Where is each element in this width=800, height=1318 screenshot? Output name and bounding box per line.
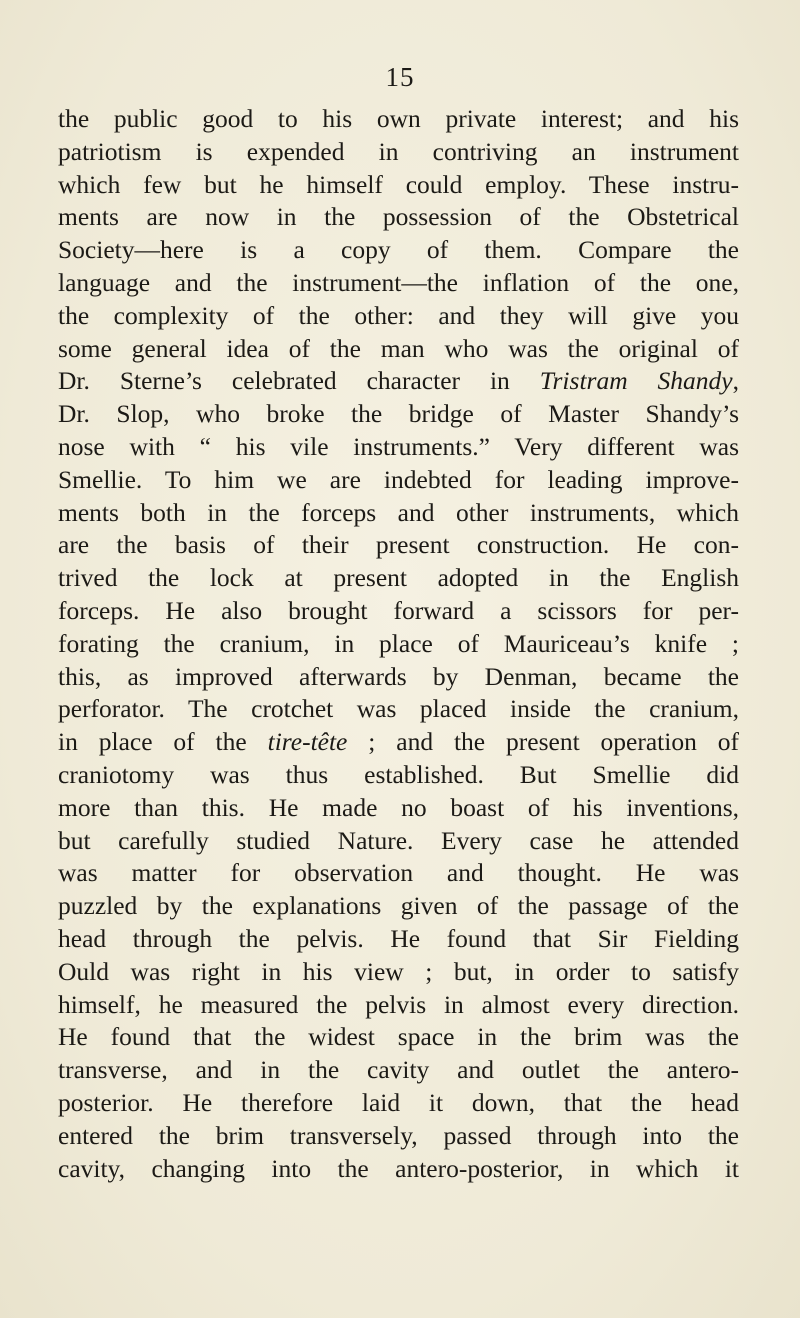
text-line	[58, 562, 739, 595]
text-line	[58, 989, 739, 1022]
text-segment: was matter for observation and thought. He was	[58, 858, 739, 888]
text-line	[58, 234, 739, 267]
text-segment: in place of the	[58, 727, 268, 757]
text-line	[58, 333, 739, 366]
text-segment: puzzled by the explanations given of the passage of the	[58, 891, 739, 921]
text-line	[58, 464, 739, 497]
text-line	[58, 923, 739, 956]
text-line	[58, 1054, 739, 1087]
text-segment: but carefully studied Nature. Every case he attended	[58, 825, 739, 855]
text-segment: Ould was right in his view ; but, in order to satisfy	[58, 956, 739, 986]
text-segment: himself, he measured the pelvis in almost every direction.	[58, 989, 739, 1019]
text-segment: forceps. He also brought forward a scissors for per-	[58, 595, 739, 625]
text-line	[58, 792, 739, 825]
text-line	[58, 726, 739, 759]
italic-title: Tristram Shandy	[539, 366, 733, 396]
text-line	[58, 693, 739, 726]
text-segment: some general idea of the man who was the original of	[58, 333, 739, 363]
text-segment: ments are now in the possession of the Obstetrical	[58, 202, 739, 232]
text-line	[58, 661, 739, 694]
text-line	[58, 365, 739, 398]
text-line	[58, 398, 739, 431]
italic-title: tire-tête	[267, 727, 348, 757]
text-line	[58, 431, 739, 464]
body-text	[58, 103, 739, 1185]
text-segment: head through the pelvis. He found that Sir Fielding	[58, 923, 739, 953]
text-line	[58, 1120, 739, 1153]
text-line	[58, 267, 739, 300]
text-line	[58, 201, 739, 234]
text-line	[58, 857, 739, 890]
text-line	[58, 497, 739, 530]
text-segment: patriotism is expended in contriving an instrument	[58, 136, 739, 166]
text-segment: trived the lock at present adopted in the English	[58, 563, 739, 593]
text-segment: Dr. Sterne’s celebrated character in	[58, 366, 540, 396]
text-line	[58, 169, 739, 202]
text-line	[58, 1021, 739, 1054]
text-line	[58, 1153, 739, 1186]
text-segment: He found that the widest space in the brim was the	[58, 1022, 739, 1052]
text-line	[58, 1087, 739, 1120]
text-line	[58, 136, 739, 169]
text-segment: language and the instrument—the inflation of the one,	[58, 267, 739, 297]
text-segment: transverse, and in the cavity and outlet the antero-	[58, 1055, 739, 1085]
text-line	[58, 956, 739, 989]
page-number: 15	[385, 62, 415, 92]
text-segment: craniotomy was thus established. But Smellie did	[58, 759, 739, 789]
text-line	[58, 595, 739, 628]
text-segment: forating the cranium, in place of Mauriceau’s knife ;	[58, 628, 739, 658]
text-segment: the complexity of the other: and they will give you	[58, 300, 739, 330]
text-segment: this, as improved afterwards by Denman, became the	[58, 661, 739, 691]
text-line	[58, 529, 739, 562]
text-segment: which few but he himself could employ. These instru-	[58, 169, 739, 199]
text-segment: are the basis of their present construction. He con-	[58, 530, 739, 560]
text-segment: posterior. He therefore laid it down, that the head	[58, 1087, 739, 1117]
text-segment: Society—here is a copy of them. Compare the	[58, 235, 739, 265]
text-segment: ,	[732, 366, 739, 396]
text-segment: entered the brim transversely, passed through into the	[58, 1120, 739, 1150]
text-segment: the public good to his own private interest; and his	[58, 104, 739, 133]
text-segment: ; and the present operation of	[347, 727, 739, 757]
text-segment: nose with “ his vile instruments.” Very different was	[58, 431, 739, 461]
text-segment: ments both in the forceps and other instruments, which	[58, 497, 739, 527]
text-segment: Dr. Slop, who broke the bridge of Master Shandy’s	[58, 399, 739, 429]
text-line	[58, 628, 739, 661]
text-line	[58, 825, 739, 858]
text-segment: cavity, changing into the antero-posterior, in which it	[58, 1153, 739, 1183]
text-segment: more than this. He made no boast of his inventions,	[58, 792, 739, 822]
text-line	[58, 759, 739, 792]
text-line	[58, 890, 739, 923]
text-segment: perforator. The crotchet was placed inside the cranium,	[58, 694, 739, 724]
text-segment: Smellie. To him we are indebted for leading improve-	[58, 464, 739, 494]
text-line	[58, 300, 739, 333]
text-line	[58, 103, 739, 136]
